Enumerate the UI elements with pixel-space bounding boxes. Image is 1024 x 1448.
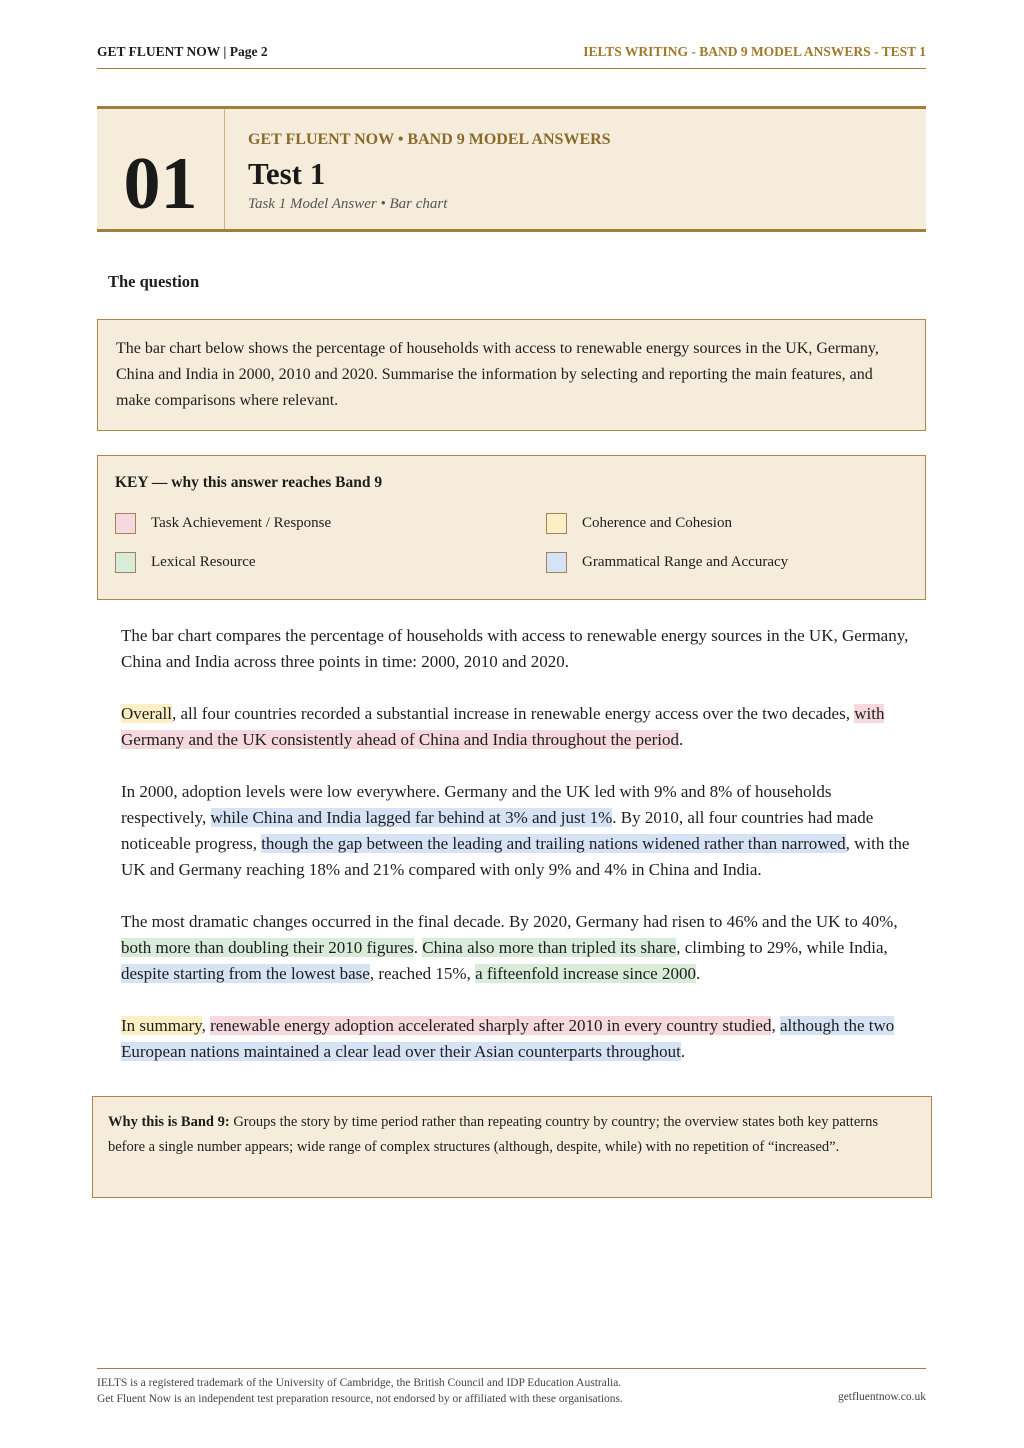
question-text: The bar chart below shows the percentage of households with access to renewable energy sources in the UK, Germany, China and India in 2000, 2010 and 2020. Summarise the information by selecting and reporting the main features, and make comparisons where relevant. [116,340,879,409]
highlight-ta: with Germany and the UK consistently ahead of China and India throughout the period [121,704,885,749]
banner-subtitle: Task 1 Model Answer • Bar chart [248,196,448,212]
highlight-gr: although the two European nations maintained a clear lead over their Asian counterparts throughout [121,1016,895,1061]
text-span: , [771,1016,780,1035]
highlight-cc: Overall [121,704,172,723]
paragraph-intro: The bar chart compares the percentage of households with access to renewable energy sources in the UK, Germany, China and India across three points in time: 2000, 2010 and 2020. [121,626,909,671]
text-span: , reached 15%, [369,964,476,983]
key-box [97,455,926,600]
swatch-pink [115,513,136,534]
text-span: . [695,964,701,983]
why-text [108,1110,916,1160]
highlight-gr: though the gap between the leading and trailing nations widened rather than narrowed [261,834,846,853]
paragraph-body-2 [121,909,921,987]
highlight-gr: while China and India lagged far behind at 3% and just 1% [210,808,613,827]
paragraph-overview [121,701,921,753]
text-span: , all four countries recorded a substantial increase in renewable energy access over the two decades, [171,704,855,723]
paragraph-body-1 [121,779,921,883]
text-span: , with the UK and Germany reaching 18% and 21% compared with only 9% and 4% in China and India. [121,834,910,879]
key-label: Coherence and Cohesion [582,515,732,531]
why-label: Why this is Band 9: [108,1114,230,1130]
text-span: The most dramatic changes occurred in the final decade. By 2020, Germany had risen to 46% and the UK to 40%, [121,912,898,931]
text-span: In 2000, adoption levels were low everywhere. Germany and the UK led with 9% and 8% of households respectively, [121,782,832,827]
question-box [97,319,926,431]
swatch-green [115,552,136,573]
highlight-lr: a fifteenfold increase since 2000 [475,964,696,983]
highlight-ta: renewable energy adoption accelerated sharply after 2010 in every country studied [210,1016,772,1035]
footer-disclaimer: Get Fluent Now is an independent test preparation resource, not endorsed by or affiliated with these organisations. [97,1393,623,1405]
paragraph-conclusion [121,1013,921,1065]
footer-site-link[interactable]: getfluentnow.co.uk [837,1391,926,1403]
swatch-yellow [546,513,567,534]
text-span: . [679,730,684,749]
model-answer [121,623,921,1091]
banner-kicker: GET FLUENT NOW • BAND 9 MODEL ANSWERS [248,131,611,148]
test-number: 01 [97,109,225,229]
text-span: , climbing to 29%, while India, [676,938,888,957]
text-span: , [201,1016,211,1035]
text-span: . [413,938,423,957]
page-footer [97,1368,926,1407]
why-body: Groups the story by time period rather than repeating country by country; the overview states both key patterns before a single number appears; wide range of complex structures (although, despite, while) with no repetition of “increased”. [108,1114,878,1155]
banner-title: Test 1 [248,156,326,191]
header-right-text: IELTS WRITING - BAND 9 MODEL ANSWERS - TEST 1 [583,44,926,59]
highlight-lr: both more than doubling their 2010 figures [121,938,414,957]
swatch-blue [546,552,567,573]
why-band-9-box [92,1096,932,1198]
key-label: Task Achievement / Response [151,515,332,531]
highlight-cc: In summary [121,1016,202,1035]
text-span: . [680,1042,686,1061]
key-label: Grammatical Range and Accuracy [582,554,789,570]
footer-trademark: IELTS is a registered trademark of the University of Cambridge, the British Council and IDP Education Australia. [97,1377,622,1389]
test-banner [97,106,926,232]
highlight-gr: despite starting from the lowest base [121,964,370,983]
question-heading: The question [108,272,200,291]
key-label: Lexical Resource [151,554,256,570]
page-header [97,44,926,69]
text-span: . By 2010, all four countries had made noticeable progress, [121,808,874,853]
header-left-text: GET FLUENT NOW | Page 2 [97,44,268,59]
key-title: KEY — why this answer reaches Band 9 [115,474,383,491]
highlight-lr: China also more than tripled its share [422,938,677,957]
